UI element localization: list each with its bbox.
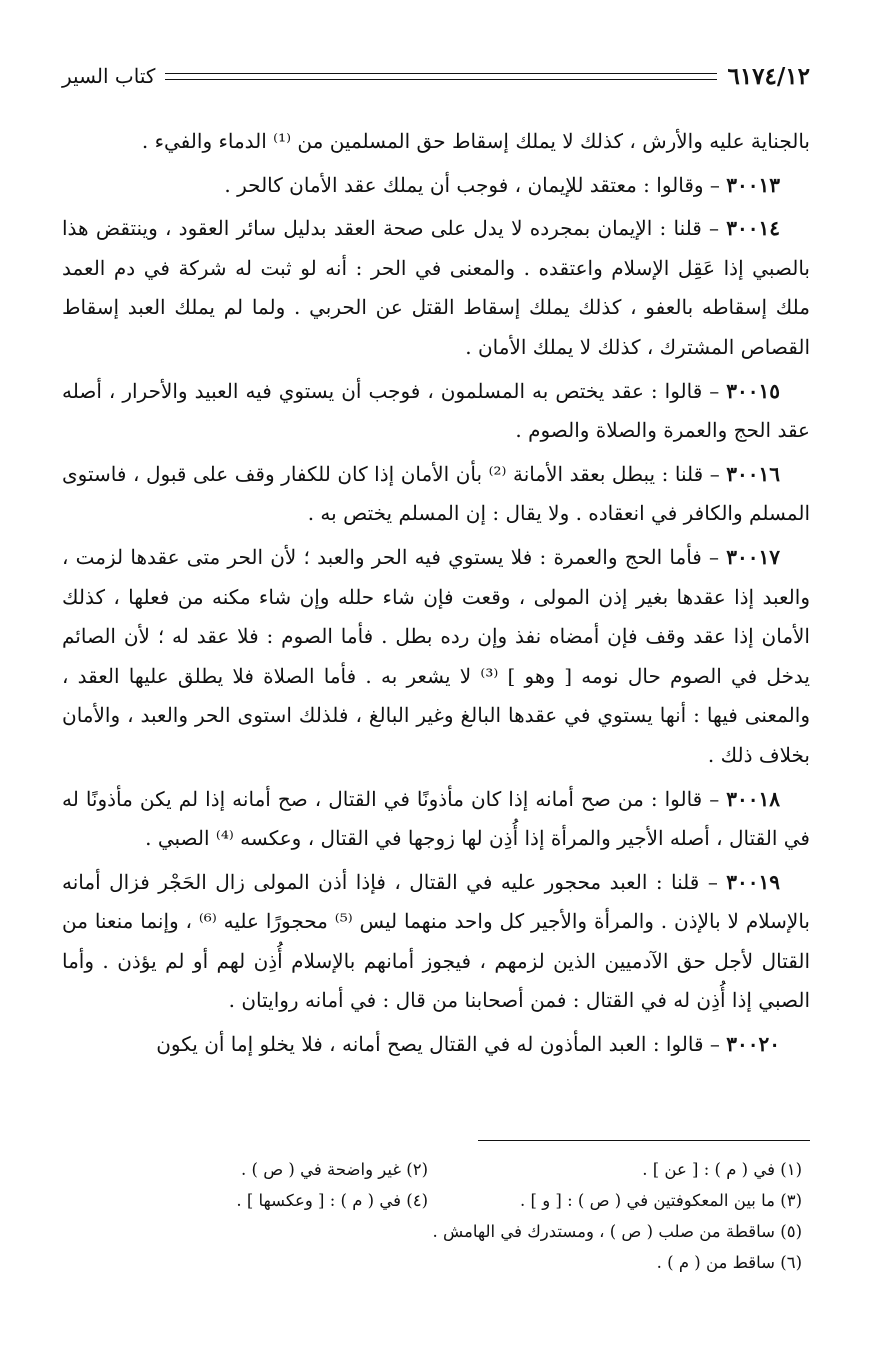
- paragraph: [62, 209, 810, 367]
- paragraph: [62, 863, 810, 1021]
- paragraph: [62, 372, 810, 451]
- paragraph-number: ٣٠٠١٦: [726, 461, 780, 486]
- paragraph-text: – فأما الحج والعمرة : فلا يستوي فيه الحر والعبد ؛ لأن الحر متى عقدها لزمت ، والعبد إذا عقدها بغير إذن المولى ، وقعت فإن شاء حلله وإن شاء مكنه من فعلها ، كذلك الأمان إذا عقد وقف فإن أمضاه نفذ وإن رده بطل . فأما الصوم : فلا عقد له ؛ لأن الصائم يدخل في الصوم حال نومه [ وهو ] ⁽³⁾ لا يشعر به . فأما الصلاة فلا يطلق عليها العقد ، والمعنى فيها : أنها يستوي في عقدها البالغ وغير البالغ ، فلذلك استوى الحر والعبد ، والأمان بخلاف ذلك .: [62, 544, 810, 767]
- paragraph-text: – وقالوا : معتقد للإيمان ، فوجب أن يملك عقد الأمان كالحر .: [224, 172, 727, 197]
- paragraph-number: ٣٠٠١٥: [726, 378, 780, 403]
- page-header: [62, 56, 810, 96]
- paragraph-text: بالجناية عليه والأرش ، كذلك لا يملك إسقاط حق المسلمين من ⁽¹⁾ الدماء والفيء .: [141, 129, 810, 153]
- footnote: (٥) ساقطة من صلب ( ص ) ، ومستدرك في الهامش .: [432, 1222, 802, 1241]
- main-text: [62, 122, 810, 1069]
- footnote: (٦) ساقط من ( م ) .: [656, 1253, 802, 1272]
- footnote-row: [62, 1216, 810, 1247]
- paragraph: [62, 780, 810, 859]
- footnote-row: [62, 1247, 810, 1278]
- footnote-row: [62, 1185, 810, 1216]
- paragraph-text: – قالوا : من صح أمانه إذا كان مأذونًا في القتال ، صح أمانه إذا لم يكن مأذونًا له في القتال ، أصله الأجير والمرأة إذا أُذِن لها زوجها في القتال ، وعكسه ⁽⁴⁾ الصبي .: [62, 786, 810, 851]
- paragraph: [62, 122, 810, 162]
- paragraph-text: – قلنا : يبطل بعقد الأمانة ⁽²⁾ بأن الأمان إذا كان للكفار وقف على قبول ، فاستوى المسلم والكافر في انعقاده . ولا يقال : إن المسلم يختص به .: [62, 461, 810, 526]
- paragraph: [62, 455, 810, 534]
- footnotes: [62, 1154, 810, 1278]
- paragraph-number: ٣٠٠١٨: [726, 786, 780, 811]
- paragraph-number: ٣٠٠١٧: [726, 544, 780, 569]
- document-page: [62, 0, 810, 1350]
- footnote-row: [62, 1154, 810, 1185]
- footnote: (٤) في ( م ) : [ وعكسها ] .: [236, 1191, 428, 1210]
- book-title: كتاب السير: [62, 64, 156, 88]
- paragraph-text: – قالوا : العبد المأذون له في القتال يصح أمانه ، فلا يخلو إما أن يكون: [156, 1032, 727, 1057]
- paragraph-text: – قالوا : عقد يختص به المسلمون ، فوجب أن يستوي فيه العبيد والأحرار ، أصله عقد الحج والعمرة والصلاة والصوم .: [62, 378, 810, 443]
- paragraph-text: – قلنا : الإيمان بمجرده لا يدل على صحة العقد بدليل سائر العقود ، وينتقض هذا بالصبي إذا عَقِل الإسلام واعتقده . والمعنى في الحر : أنه لو ثبت له شركة في دم العمد ملك إسقاطه بالعفو ، كذلك يملك إسقاط القتل عن الحربي . ولما لم يملك العبد إسقاط القصاص المشترك ، كذلك لا يملك الأمان .: [62, 216, 811, 359]
- paragraph: [62, 1025, 810, 1065]
- footnote: (٢) غير واضحة في ( ص ) .: [241, 1160, 428, 1179]
- footnote: (٣) ما بين المعكوفتين في ( ص ) : [ و ] .: [520, 1191, 802, 1210]
- paragraph: [62, 538, 810, 776]
- header-rule: [165, 73, 717, 80]
- paragraph-number: ٣٠٠١٣: [726, 172, 780, 197]
- paragraph-number: ٣٠٠٢٠: [726, 1032, 780, 1057]
- paragraph-text: – قلنا : العبد محجور عليه في القتال ، فإذا أذن المولى زال الحَجْر فزال أمانه بالإسلام لا بالإذن . والمرأة والأجير كل واحد منهما ليس ⁽⁵⁾ محجورًا عليه ⁽⁶⁾ ، وإنما منعنا من القتال لأجل حق الآدميين الذين لزمهم ، فيجوز أمانهم بالإسلام أُذِن لهم أو لم يؤذن . وأما الصبي إذا أُذِن له في القتال : فمن أصحابنا من قال : في أمانه روايتان .: [62, 869, 810, 1013]
- paragraph: [62, 166, 810, 206]
- paragraph-number: ٣٠٠١٩: [726, 869, 780, 894]
- footnote: (١) في ( م ) : [ عن ] .: [642, 1160, 802, 1179]
- footnote-separator: [478, 1140, 810, 1141]
- paragraph-number: ٣٠٠١٤: [726, 216, 780, 241]
- page-number: ٦١٧٤/١٢: [727, 62, 810, 90]
